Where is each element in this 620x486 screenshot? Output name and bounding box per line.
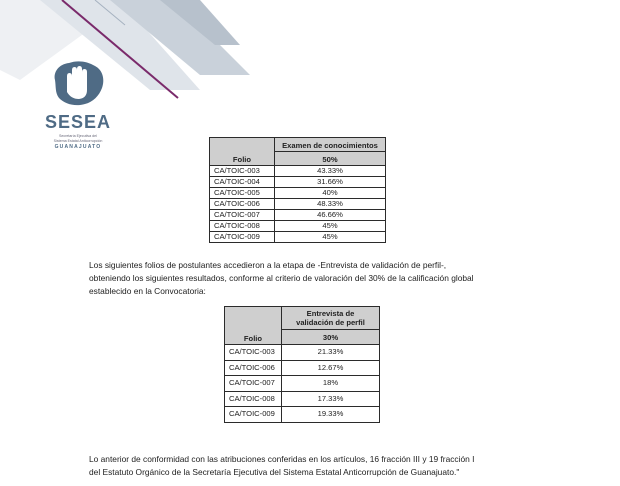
folio-cell: CA/TOIC-008	[210, 221, 275, 232]
paragraph-line: establecido en la Convocatoria:	[89, 286, 206, 296]
interview-header: Entrevista de validación de perfil	[282, 307, 380, 330]
table-row	[210, 188, 386, 199]
sesea-logo	[36, 58, 120, 150]
score-cell: 21.33%	[282, 345, 380, 361]
folio-cell: CA/TOIC-006	[210, 199, 275, 210]
folio-cell: CA/TOIC-005	[210, 188, 275, 199]
hand-map-icon	[47, 58, 109, 110]
score-cell: 18%	[282, 376, 380, 392]
interview-table	[224, 306, 380, 423]
score-cell: 45%	[275, 221, 386, 232]
table-row	[210, 166, 386, 177]
paragraph-line: Los siguientes folios de postulantes accedieron a la etapa de -Entrevista de validación de perfil-,	[89, 260, 447, 270]
paragraph-line: Lo anterior de conformidad con las atribuciones conferidas en los artículos, 16 fracción III y 19 fracción I	[89, 454, 475, 464]
exam-header: Examen de conocimientos	[275, 138, 386, 152]
score-cell: 45%	[275, 232, 386, 243]
score-cell: 40%	[275, 188, 386, 199]
paragraph-line: obteniendo los siguientes resultados, conforme al criterio de valoración del 30% de la calificación global	[89, 273, 474, 283]
exam-weight-header: 50%	[275, 152, 386, 166]
score-cell: 19.33%	[282, 407, 380, 423]
folio-header: Folio	[210, 138, 275, 166]
folio-cell: CA/TOIC-007	[210, 210, 275, 221]
score-cell: 31.66%	[275, 177, 386, 188]
folio-cell: CA/TOIC-009	[210, 232, 275, 243]
table-row	[210, 177, 386, 188]
results-intro-paragraph	[89, 259, 555, 298]
score-cell: 43.33%	[275, 166, 386, 177]
logo-name: SESEA	[44, 112, 112, 132]
table-row	[210, 221, 386, 232]
table-row	[225, 407, 380, 423]
folio-cell: CA/TOIC-003	[225, 345, 282, 361]
folio-cell: CA/TOIC-009	[225, 407, 282, 423]
paragraph-line: del Estatuto Orgánico de la Secretaría Ejecutiva del Sistema Estatal Anticorrupción de Guanajuato."	[89, 467, 460, 477]
score-cell: 48.33%	[275, 199, 386, 210]
score-cell: 12.67%	[282, 360, 380, 376]
score-cell: 17.33%	[282, 391, 380, 407]
legal-basis-paragraph	[89, 453, 555, 479]
table-row	[225, 345, 380, 361]
logo-state: GUANAJUATO	[54, 144, 102, 151]
folio-cell: CA/TOIC-003	[210, 166, 275, 177]
folio-cell: CA/TOIC-008	[225, 391, 282, 407]
folio-cell: CA/TOIC-004	[210, 177, 275, 188]
table-row	[225, 360, 380, 376]
folio-cell: CA/TOIC-007	[225, 376, 282, 392]
table-row	[210, 232, 386, 243]
score-cell: 46.66%	[275, 210, 386, 221]
table-row	[210, 210, 386, 221]
folio-cell: CA/TOIC-006	[225, 360, 282, 376]
interview-weight-header: 30%	[282, 330, 380, 345]
table-row	[225, 391, 380, 407]
knowledge-exam-table	[209, 137, 386, 243]
table-row	[225, 376, 380, 392]
logo-subtitle: Secretaría Ejecutiva del Sistema Estatal Anticorrupción	[53, 134, 103, 143]
folio-header: Folio	[225, 307, 282, 345]
table-row	[210, 199, 386, 210]
